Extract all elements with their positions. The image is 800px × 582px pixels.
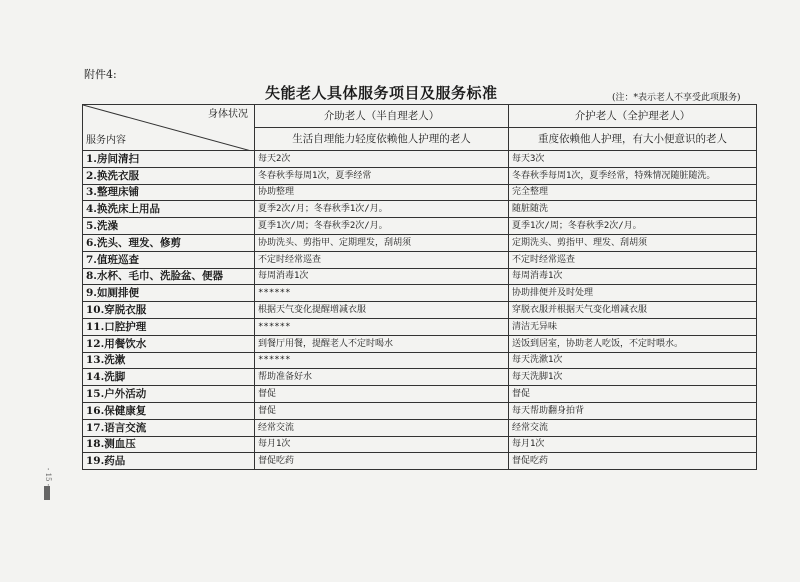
service-item-cell: 2.换洗衣服	[83, 167, 255, 184]
document-title: 失能老人具体服务项目及服务标准	[265, 84, 498, 102]
service-item-cell: 19.药品	[83, 453, 255, 470]
semi-care-cell: 夏季2次/月；冬春秋季1次/月。	[255, 201, 509, 218]
full-care-cell: 完全整理	[509, 184, 757, 201]
diagonal-header-cell	[83, 105, 255, 151]
service-item-cell: 11.口腔护理	[83, 318, 255, 335]
service-item-cell: 10.穿脱衣服	[83, 302, 255, 319]
table-row	[83, 352, 757, 369]
table-row	[83, 268, 757, 285]
semi-care-cell: 督促吃药	[255, 453, 509, 470]
service-item-cell: 4.换洗床上用品	[83, 201, 255, 218]
service-item-cell: 7.值班巡查	[83, 251, 255, 268]
full-care-cell: 冬春秋季每周1次，夏季经常，特殊情况随脏随洗。	[509, 167, 757, 184]
service-item-cell: 3.整理床铺	[83, 184, 255, 201]
table-row	[83, 201, 757, 218]
semi-care-cell: 督促	[255, 402, 509, 419]
service-item-cell: 18.测血压	[83, 436, 255, 453]
service-item-cell: 12.用餐饮水	[83, 335, 255, 352]
service-item-cell: 6.洗头、理发、修剪	[83, 234, 255, 251]
semi-care-cell: 根据天气变化提醒增减衣服	[255, 302, 509, 319]
full-care-cell: 不定时经常巡查	[509, 251, 757, 268]
table-row	[83, 419, 757, 436]
full-care-cell: 清洁无异味	[509, 318, 757, 335]
service-item-cell: 9.如厕排便	[83, 285, 255, 302]
full-care-cell: 夏季1次/周；冬春秋季2次/月。	[509, 218, 757, 235]
table-row	[83, 318, 757, 335]
service-item-cell: 1.房间清扫	[83, 151, 255, 168]
table-row	[83, 167, 757, 184]
full-care-cell: 送饭到居室，协助老人吃饭，不定时喂水。	[509, 335, 757, 352]
table-row	[83, 151, 757, 168]
full-care-cell: 穿脱衣服并根据天气变化增减衣服	[509, 302, 757, 319]
semi-care-cell: 帮助准备好水	[255, 369, 509, 386]
full-care-cell: 每天洗脚1次	[509, 369, 757, 386]
header-body-condition: 身体状况	[208, 109, 248, 120]
full-care-cell: 每月1次	[509, 436, 757, 453]
semi-care-cell: ******	[255, 352, 509, 369]
semi-care-cell: 每周消毒1次	[255, 268, 509, 285]
table-row	[83, 302, 757, 319]
semi-care-column-desc: 生活自理能力轻度依赖他人护理的老人	[255, 128, 509, 151]
page-number: - 15 -	[44, 468, 52, 487]
semi-care-cell: 协助洗头、剪指甲、定期理发，刮胡须	[255, 234, 509, 251]
full-care-cell: 每天洗漱1次	[509, 352, 757, 369]
scan-mark	[44, 486, 50, 500]
service-item-cell: 8.水杯、毛巾、洗脸盆、便器	[83, 268, 255, 285]
service-item-cell: 16.保健康复	[83, 402, 255, 419]
service-item-cell: 17.语言交流	[83, 419, 255, 436]
service-standards-table	[82, 104, 757, 470]
semi-care-cell: 夏季1次/周；冬春秋季2次/月。	[255, 218, 509, 235]
table-row	[83, 369, 757, 386]
table-row	[83, 234, 757, 251]
service-item-cell: 5.洗澡	[83, 218, 255, 235]
semi-care-cell: 到餐厅用餐，提醒老人不定时喝水	[255, 335, 509, 352]
full-care-cell: 每周消毒1次	[509, 268, 757, 285]
full-care-cell: 督促吃药	[509, 453, 757, 470]
semi-care-cell: 经常交流	[255, 419, 509, 436]
full-care-cell: 协助排便并及时处理	[509, 285, 757, 302]
semi-care-cell: 督促	[255, 386, 509, 403]
table-row	[83, 436, 757, 453]
full-care-cell: 经常交流	[509, 419, 757, 436]
semi-care-cell: 每天2次	[255, 151, 509, 168]
table-row	[83, 184, 757, 201]
full-care-cell: 每天帮助翻身拍背	[509, 402, 757, 419]
full-care-column-desc: 重度依赖他人护理，有大小便意识的老人	[509, 128, 757, 151]
table-row	[83, 285, 757, 302]
full-care-cell: 督促	[509, 386, 757, 403]
full-care-cell: 定期洗头、剪指甲、理发、刮胡须	[509, 234, 757, 251]
full-care-cell: 随脏随洗	[509, 201, 757, 218]
header-service-content: 服务内容	[86, 135, 126, 146]
semi-care-cell: 冬春秋季每周1次，夏季经常	[255, 167, 509, 184]
service-item-cell: 14.洗脚	[83, 369, 255, 386]
header-row-1	[83, 105, 757, 128]
semi-care-column-title: 介助老人（半自理老人）	[255, 105, 509, 128]
semi-care-cell: 不定时经常巡查	[255, 251, 509, 268]
table-row	[83, 453, 757, 470]
table-row	[83, 386, 757, 403]
semi-care-cell: ******	[255, 318, 509, 335]
service-item-cell: 15.户外活动	[83, 386, 255, 403]
service-item-cell: 13.洗漱	[83, 352, 255, 369]
semi-care-cell: ******	[255, 285, 509, 302]
full-care-column-title: 介护老人（全护理老人）	[509, 105, 757, 128]
table-row	[83, 335, 757, 352]
table-row	[83, 218, 757, 235]
table-row	[83, 402, 757, 419]
full-care-cell: 每天3次	[509, 151, 757, 168]
table-note: (注：*表示老人不享受此项服务)	[612, 93, 741, 103]
semi-care-cell: 每月1次	[255, 436, 509, 453]
table-row	[83, 251, 757, 268]
semi-care-cell: 协助整理	[255, 184, 509, 201]
attachment-label: 附件4:	[84, 68, 117, 81]
